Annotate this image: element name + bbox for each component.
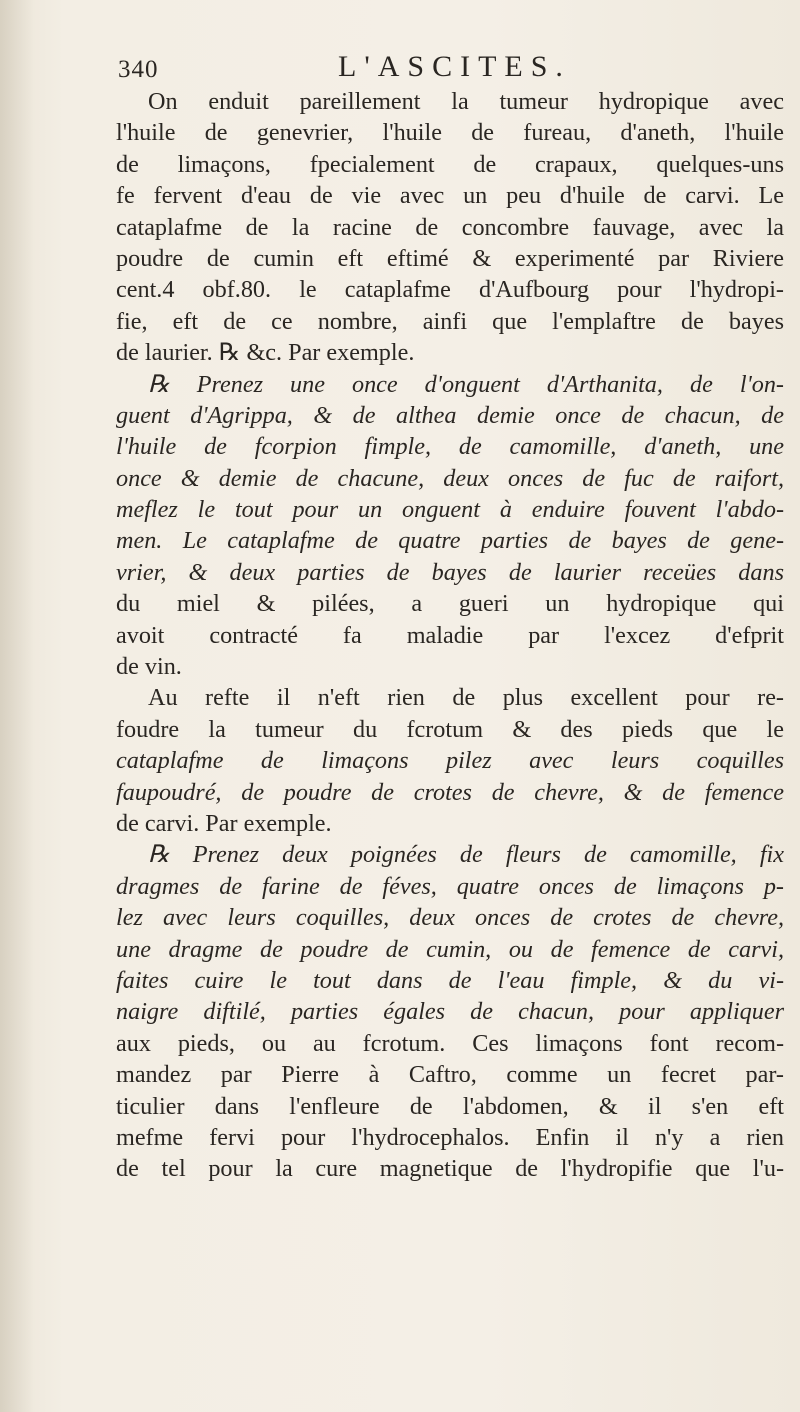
text-line: vrier, & deux parties de bayes de laurier receües dans xyxy=(116,558,784,586)
text-line: poudre de cumin eft eftimé & experimenté par Riviere xyxy=(116,244,784,272)
page-header xyxy=(118,46,778,90)
text-line: avoit contracté fa maladie par l'excez d'efprit xyxy=(116,621,784,649)
text-line: Au refte il n'eft rien de plus excellent pour re- xyxy=(148,684,784,712)
text-line: guent d'Agrippa, & de althea demie once de chacun, de xyxy=(116,401,784,429)
text-line: lez avec leurs coquilles, deux onces de crotes de chevre, xyxy=(116,904,784,932)
text-line: cataplafme de la racine de concombre fauvage, avec la xyxy=(116,213,784,241)
text-line: de carvi. Par exemple. xyxy=(116,809,332,837)
text-line: de limaçons, fpecialement de crapaux, quelques-uns xyxy=(116,150,784,178)
text-line: de laurier. ℞ &c. Par exemple. xyxy=(116,339,415,367)
text-line: aux pieds, ou au fcrotum. Ces limaçons font recom- xyxy=(116,1029,784,1057)
text-line: cataplafme de limaçons pilez avec leurs coquilles xyxy=(116,747,784,775)
text-line: de vin. xyxy=(116,653,182,681)
text-line: mefme fervi pour l'hydrocephalos. Enfin il n'y a rien xyxy=(116,1123,784,1151)
text-line: l'huile de fcorpion fimple, de camomille, d'aneth, une xyxy=(116,433,784,461)
page-number: 340 xyxy=(118,56,159,83)
text-line: mandez par Pierre à Caftro, comme un fecret par- xyxy=(116,1061,784,1089)
text-line: dragmes de farine de féves, quatre onces de limaçons p- xyxy=(116,872,784,900)
text-line: l'huile de genevrier, l'huile de fureau, d'aneth, l'huile xyxy=(116,119,784,147)
gutter-shadow xyxy=(0,0,34,1412)
text-line: une dragme de poudre de cumin, ou de femence de carvi, xyxy=(116,935,784,963)
text-line: faites cuire le tout dans de l'eau fimple, & du vi- xyxy=(116,966,784,994)
text-line: du miel & pilées, a gueri un hydropique qui xyxy=(116,590,784,618)
text-line: meflez le tout pour un onguent à enduire fouvent l'abdo- xyxy=(116,496,784,524)
text-line: men. Le cataplafme de quatre parties de bayes de gene- xyxy=(116,527,784,555)
text-line: fie, eft de ce nombre, ainfi que l'emplaftre de bayes xyxy=(116,307,784,335)
text-line: naigre diftilé, parties égales de chacun, pour appliquer xyxy=(116,998,784,1026)
text-line: faupoudré, de poudre de crotes de chevre, & de femence xyxy=(116,778,784,806)
text-line: de tel pour la cure magnetique de l'hydropifie que l'u- xyxy=(116,1155,784,1183)
text-line: ℞ Prenez deux poignées de fleurs de camomille, fix xyxy=(148,841,784,869)
text-line: On enduit pareillement la tumeur hydropique avec xyxy=(148,88,784,115)
running-title: L'ASCITES. xyxy=(338,50,571,83)
text-line: once & demie de chacune, deux onces de fuc de raifort, xyxy=(116,464,784,492)
text-line: cent.4 obf.80. le cataplafme d'Aufbourg pour l'hydropi- xyxy=(116,276,784,304)
text-line: fe fervent d'eau de vie avec un peu d'huile de carvi. Le xyxy=(116,182,784,210)
text-line: ticulier dans l'enfleure de l'abdomen, & il s'en eft xyxy=(116,1092,784,1120)
text-line: ℞ Prenez une once d'onguent d'Arthanita, de l'on- xyxy=(148,370,784,398)
text-line: foudre la tumeur du fcrotum & des pieds que le xyxy=(116,715,784,743)
body-text xyxy=(116,86,784,1185)
